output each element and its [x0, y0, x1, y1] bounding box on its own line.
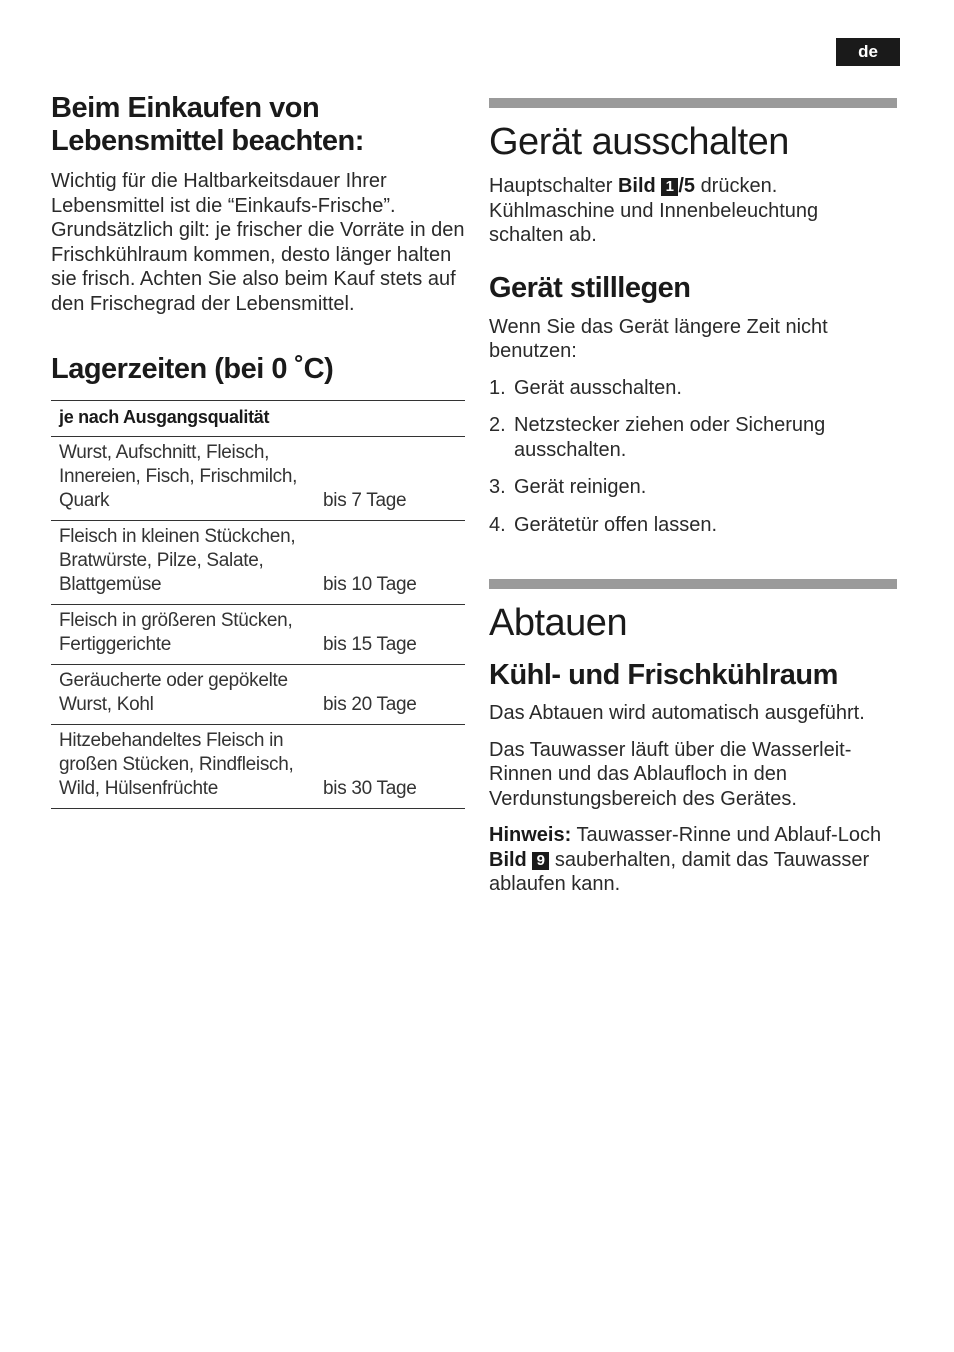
- fridge-text-1: Das Abtauen wird automatisch ausgeführt.: [489, 702, 865, 724]
- language-badge: de: [836, 38, 900, 66]
- shopping-heading-line2: Lebensmittel beachten:: [51, 125, 364, 157]
- table-row: [51, 437, 465, 521]
- food-cell: Fleisch in größeren Stücken, Fertiggerichte: [59, 610, 293, 655]
- right-column: [489, 98, 897, 897]
- figure-label: Bild: [617, 175, 656, 197]
- duration-cell: bis 30 Tage: [323, 778, 417, 799]
- step-number: 3.: [489, 476, 506, 498]
- food-cell: Wurst, Aufschnitt, Fleisch, Innereien, Fisch, Frischmilch, Quark: [59, 442, 298, 511]
- duration-cell: bis 10 Tage: [323, 574, 417, 595]
- shopping-heading: [51, 92, 465, 158]
- list-item: [489, 376, 897, 401]
- note-label: Hinweis:: [489, 824, 572, 846]
- step-text: Gerätetür offen lassen.: [514, 513, 718, 536]
- storage-heading: Lagerzeiten (bei 0 ˚C): [51, 353, 334, 385]
- step-number: 2.: [489, 414, 506, 436]
- duration-cell: bis 7 Tage: [323, 490, 407, 511]
- switch-off-heading: Gerät ausschalten: [489, 121, 789, 163]
- section-rule: [489, 579, 897, 589]
- figure-number-badge: 9: [532, 852, 549, 870]
- idle-heading: Gerät stilllegen: [489, 271, 691, 304]
- list-item: [489, 475, 897, 500]
- idle-steps: [489, 376, 897, 538]
- switch-off-text-end: drücken. Kühlmaschine und Innenbeleuchtung schalten ab.: [489, 175, 819, 246]
- figure-number-badge: 1: [661, 178, 678, 196]
- note-text-start: Tauwasser-Rinne und Ablauf-Loch: [576, 824, 882, 846]
- storage-table: [51, 400, 465, 809]
- step-number: 1.: [489, 376, 506, 399]
- storage-table-header: je nach Ausgangsqualität: [59, 407, 270, 427]
- step-text: Gerät ausschalten.: [514, 376, 682, 399]
- left-column: [51, 92, 465, 809]
- idle-intro: Wenn Sie das Gerät längere Zeit nicht benutzen:: [489, 315, 828, 362]
- table-row: [51, 521, 465, 605]
- food-cell: Geräucherte oder gepökelte Wurst, Kohl: [59, 670, 288, 715]
- note-text-end: sauberhalten, damit das Tauwasser ablaufen kann.: [489, 848, 870, 895]
- list-item: [489, 413, 897, 462]
- storage-table-header-row: [51, 401, 465, 437]
- table-row: [51, 725, 465, 809]
- fridge-text-2: Das Tauwasser läuft über die Wasserleit-Rinnen und das Ablaufloch in den Verdunstungsbereich des Gerätes.: [489, 738, 852, 810]
- duration-cell: bis 20 Tage: [323, 694, 417, 715]
- step-number: 4.: [489, 513, 506, 536]
- list-item: [489, 513, 897, 538]
- step-text: Gerät reinigen.: [514, 476, 647, 498]
- step-text: Netzstecker ziehen oder Sicherung ausschalten.: [514, 414, 826, 461]
- switch-off-text: [489, 174, 897, 248]
- food-cell: Hitzebehandeltes Fleisch in großen Stücken, Rindfleisch, Wild, Hülsenfrüchte: [59, 730, 294, 799]
- note-text: [489, 823, 897, 897]
- food-cell: Fleisch in kleinen Stückchen, Bratwürste, Pilze, Salate, Blattgemüse: [59, 526, 296, 595]
- defrost-heading: Abtauen: [489, 602, 628, 644]
- figure-label: Bild: [489, 848, 527, 871]
- shopping-text: Wichtig für die Haltbarkeitsdauer Ihrer Lebensmittel ist die “Einkaufs-Frische”. Grundsätzlich gilt: je frischer die Vorräte in den Frischkühlraum kommen, desto länger halten sie frisch. Achten Sie also beim Kauf stets auf den Frischegrad der Lebensmittel.: [51, 170, 465, 315]
- section-rule: [489, 98, 897, 108]
- fridge-heading: Kühl- und Frischkühlraum: [489, 659, 838, 691]
- duration-cell: bis 15 Tage: [323, 634, 417, 655]
- shopping-heading-line1: Beim Einkaufen von: [51, 92, 320, 124]
- switch-off-text-start: Hauptschalter: [489, 175, 613, 197]
- table-row: [51, 605, 465, 665]
- table-row: [51, 665, 465, 725]
- figure-suffix: /5: [678, 175, 695, 197]
